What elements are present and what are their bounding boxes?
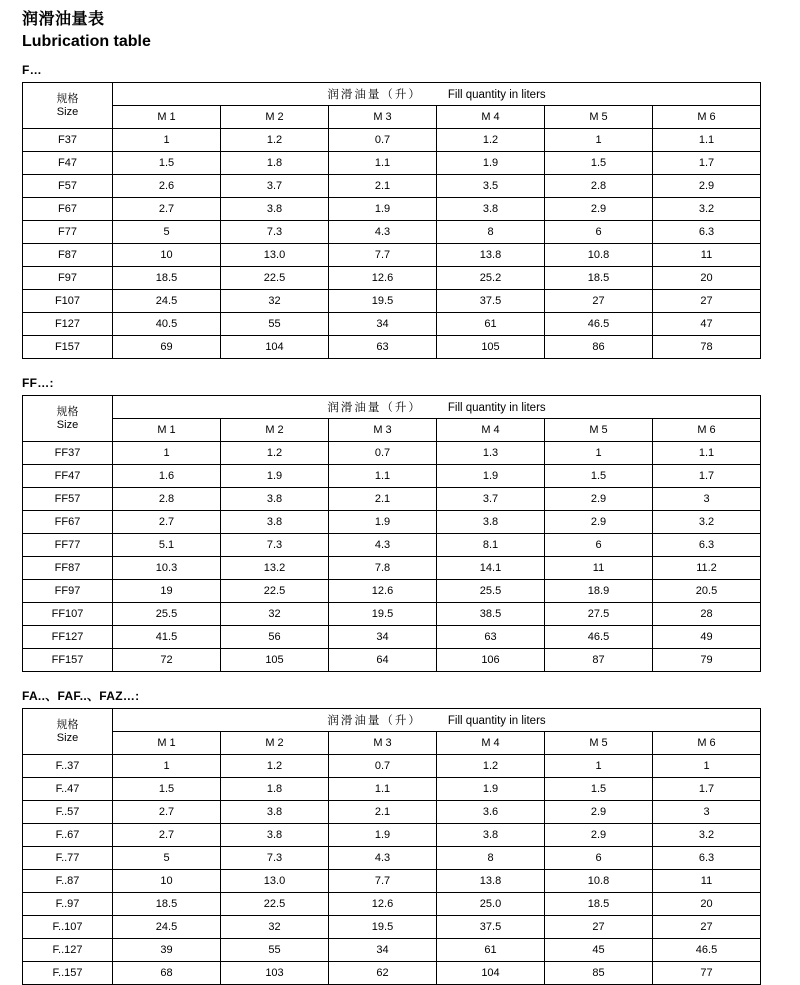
cell-fill-quantity: 69 [113,336,221,359]
column-header-fill-quantity [113,83,761,106]
cell-fill-quantity: 12.6 [329,267,437,290]
cell-fill-quantity: 106 [437,649,545,672]
fill-quantity-label-chinese: 润滑油量（升） [327,715,422,727]
cell-fill-quantity: 87 [545,649,653,672]
cell-fill-quantity: 7.3 [221,847,329,870]
cell-fill-quantity: 61 [437,313,545,336]
cell-fill-quantity: 6.3 [653,221,761,244]
cell-fill-quantity: 13.8 [437,244,545,267]
cell-fill-quantity: 1.7 [653,465,761,488]
table-row [23,152,761,175]
cell-size: F..157 [23,962,113,985]
cell-fill-quantity: 25.2 [437,267,545,290]
cell-size: F..47 [23,778,113,801]
section-label: FA..、FAF..、FAZ…: [22,689,140,703]
cell-fill-quantity: 13.2 [221,557,329,580]
table-subheader-row [23,419,761,442]
column-header-mounting-position: M 4 [437,106,545,129]
cell-fill-quantity: 1.6 [113,465,221,488]
table-row [23,847,761,870]
table-header-row [23,83,761,106]
cell-fill-quantity: 1.9 [437,152,545,175]
cell-fill-quantity: 1.5 [545,152,653,175]
cell-fill-quantity: 4.3 [329,221,437,244]
table-row [23,870,761,893]
cell-fill-quantity: 0.7 [329,442,437,465]
table-row [23,801,761,824]
cell-fill-quantity: 27.5 [545,603,653,626]
cell-fill-quantity: 13.0 [221,870,329,893]
sections-container [22,62,780,985]
cell-fill-quantity: 1.7 [653,152,761,175]
cell-fill-quantity: 79 [653,649,761,672]
cell-fill-quantity: 86 [545,336,653,359]
section-label: F… [22,63,42,77]
table-row [23,465,761,488]
table-subheader-row [23,106,761,129]
cell-fill-quantity: 46.5 [653,939,761,962]
cell-fill-quantity: 10.8 [545,870,653,893]
table-row [23,336,761,359]
cell-fill-quantity: 19.5 [329,916,437,939]
cell-fill-quantity: 55 [221,313,329,336]
cell-size: F..37 [23,755,113,778]
cell-fill-quantity: 2.7 [113,198,221,221]
cell-fill-quantity: 20.5 [653,580,761,603]
cell-fill-quantity: 19 [113,580,221,603]
cell-fill-quantity: 1.1 [329,152,437,175]
column-header-mounting-position: M 6 [653,419,761,442]
table-row [23,488,761,511]
cell-fill-quantity: 10 [113,244,221,267]
cell-fill-quantity: 1 [545,755,653,778]
fill-quantity-label-english: Fill quantity in liters [447,715,546,727]
column-header-size [23,83,113,129]
cell-fill-quantity: 3.2 [653,824,761,847]
cell-fill-quantity: 3.8 [221,511,329,534]
table-row [23,755,761,778]
column-header-mounting-position: M 4 [437,732,545,755]
cell-fill-quantity: 1.2 [221,129,329,152]
cell-fill-quantity: 6 [545,847,653,870]
cell-fill-quantity: 1.9 [329,511,437,534]
cell-size: F47 [23,152,113,175]
cell-fill-quantity: 32 [221,603,329,626]
cell-fill-quantity: 2.9 [545,511,653,534]
table-row [23,824,761,847]
cell-fill-quantity: 104 [437,962,545,985]
cell-fill-quantity: 2.9 [653,175,761,198]
cell-fill-quantity: 68 [113,962,221,985]
cell-fill-quantity: 39 [113,939,221,962]
cell-fill-quantity: 63 [329,336,437,359]
section-label: FF…: [22,376,54,390]
cell-fill-quantity: 1.8 [221,152,329,175]
cell-fill-quantity: 7.8 [329,557,437,580]
table-row [23,557,761,580]
column-header-mounting-position: M 3 [329,732,437,755]
table-row [23,244,761,267]
cell-fill-quantity: 1.1 [329,465,437,488]
cell-fill-quantity: 14.1 [437,557,545,580]
cell-fill-quantity: 1 [113,755,221,778]
cell-size: FF67 [23,511,113,534]
cell-fill-quantity: 38.5 [437,603,545,626]
table-row [23,175,761,198]
cell-size: FF87 [23,557,113,580]
fill-quantity-label-chinese: 润滑油量（升） [327,89,422,101]
cell-fill-quantity: 32 [221,290,329,313]
cell-fill-quantity: 77 [653,962,761,985]
cell-fill-quantity: 32 [221,916,329,939]
table-row [23,290,761,313]
table-row [23,603,761,626]
cell-fill-quantity: 62 [329,962,437,985]
cell-fill-quantity: 8 [437,221,545,244]
cell-fill-quantity: 1.1 [329,778,437,801]
column-header-mounting-position: M 1 [113,732,221,755]
cell-size: F57 [23,175,113,198]
cell-size: F37 [23,129,113,152]
cell-fill-quantity: 47 [653,313,761,336]
cell-size: FF47 [23,465,113,488]
cell-fill-quantity: 1.8 [221,778,329,801]
cell-fill-quantity: 1.5 [113,778,221,801]
cell-fill-quantity: 64 [329,649,437,672]
cell-fill-quantity: 6 [545,534,653,557]
column-header-size-chinese: 规格 [56,92,79,105]
column-header-mounting-position: M 5 [545,732,653,755]
column-header-size-english: Size [56,418,79,431]
table-header-row [23,709,761,732]
cell-fill-quantity: 78 [653,336,761,359]
cell-size: FF97 [23,580,113,603]
table-row [23,626,761,649]
cell-fill-quantity: 13.0 [221,244,329,267]
column-header-mounting-position: M 4 [437,419,545,442]
cell-fill-quantity: 10.3 [113,557,221,580]
cell-fill-quantity: 28 [653,603,761,626]
cell-fill-quantity: 13.8 [437,870,545,893]
cell-size: FF157 [23,649,113,672]
cell-size: F..77 [23,847,113,870]
column-header-mounting-position: M 2 [221,732,329,755]
column-header-size-chinese: 规格 [56,718,79,731]
cell-fill-quantity: 45 [545,939,653,962]
cell-size: F157 [23,336,113,359]
table-row [23,939,761,962]
cell-fill-quantity: 0.7 [329,129,437,152]
cell-fill-quantity: 11 [545,557,653,580]
cell-fill-quantity: 63 [437,626,545,649]
cell-fill-quantity: 22.5 [221,893,329,916]
cell-fill-quantity: 40.5 [113,313,221,336]
table-row [23,221,761,244]
cell-fill-quantity: 1.9 [437,465,545,488]
cell-fill-quantity: 6.3 [653,847,761,870]
cell-fill-quantity: 7.7 [329,244,437,267]
cell-fill-quantity: 1.2 [221,755,329,778]
cell-fill-quantity: 27 [545,916,653,939]
cell-size: F67 [23,198,113,221]
cell-fill-quantity: 5 [113,221,221,244]
cell-size: F87 [23,244,113,267]
cell-size: FF77 [23,534,113,557]
cell-fill-quantity: 8 [437,847,545,870]
cell-fill-quantity: 1.9 [437,778,545,801]
cell-fill-quantity: 1.9 [329,198,437,221]
column-header-mounting-position: M 3 [329,106,437,129]
cell-fill-quantity: 5 [113,847,221,870]
cell-fill-quantity: 104 [221,336,329,359]
cell-fill-quantity: 25.0 [437,893,545,916]
table-row [23,534,761,557]
cell-fill-quantity: 1.2 [437,129,545,152]
cell-fill-quantity: 24.5 [113,916,221,939]
cell-fill-quantity: 12.6 [329,580,437,603]
cell-fill-quantity: 5.1 [113,534,221,557]
cell-size: F..127 [23,939,113,962]
cell-fill-quantity: 4.3 [329,847,437,870]
column-header-mounting-position: M 6 [653,732,761,755]
cell-fill-quantity: 1.2 [437,755,545,778]
lubrication-quantity-table [22,395,761,672]
table-row [23,198,761,221]
cell-fill-quantity: 6 [545,221,653,244]
cell-fill-quantity: 46.5 [545,626,653,649]
cell-fill-quantity: 37.5 [437,290,545,313]
column-header-mounting-position: M 2 [221,106,329,129]
column-header-mounting-position: M 1 [113,419,221,442]
column-header-mounting-position: M 1 [113,106,221,129]
cell-fill-quantity: 55 [221,939,329,962]
cell-fill-quantity: 1.7 [653,778,761,801]
cell-fill-quantity: 1.1 [653,442,761,465]
column-header-mounting-position: M 2 [221,419,329,442]
cell-size: FF127 [23,626,113,649]
cell-fill-quantity: 46.5 [545,313,653,336]
cell-size: FF107 [23,603,113,626]
cell-fill-quantity: 1.5 [545,465,653,488]
cell-fill-quantity: 1.3 [437,442,545,465]
cell-fill-quantity: 2.7 [113,824,221,847]
cell-size: F..107 [23,916,113,939]
cell-fill-quantity: 72 [113,649,221,672]
lubrication-section [22,62,780,359]
cell-fill-quantity: 3.8 [221,824,329,847]
cell-fill-quantity: 18.5 [545,893,653,916]
cell-fill-quantity: 10 [113,870,221,893]
cell-fill-quantity: 49 [653,626,761,649]
cell-fill-quantity: 18.5 [113,893,221,916]
cell-fill-quantity: 2.7 [113,511,221,534]
table-row [23,129,761,152]
table-row [23,313,761,336]
cell-fill-quantity: 37.5 [437,916,545,939]
cell-fill-quantity: 22.5 [221,580,329,603]
fill-quantity-label-chinese: 润滑油量（升） [327,402,422,414]
cell-fill-quantity: 41.5 [113,626,221,649]
cell-fill-quantity: 2.9 [545,824,653,847]
cell-fill-quantity: 1.5 [545,778,653,801]
lubrication-quantity-table [22,708,761,985]
cell-fill-quantity: 1.2 [221,442,329,465]
cell-fill-quantity: 3.8 [437,824,545,847]
cell-fill-quantity: 3.7 [221,175,329,198]
column-header-mounting-position: M 5 [545,106,653,129]
cell-fill-quantity: 25.5 [437,580,545,603]
cell-fill-quantity: 7.3 [221,221,329,244]
cell-fill-quantity: 3 [653,488,761,511]
cell-fill-quantity: 1 [545,129,653,152]
column-header-fill-quantity [113,709,761,732]
cell-fill-quantity: 3.8 [221,801,329,824]
column-header-mounting-position: M 3 [329,419,437,442]
cell-fill-quantity: 3.8 [437,511,545,534]
cell-fill-quantity: 3.2 [653,198,761,221]
table-subheader-row [23,732,761,755]
table-row [23,778,761,801]
cell-fill-quantity: 61 [437,939,545,962]
cell-size: FF57 [23,488,113,511]
cell-fill-quantity: 25.5 [113,603,221,626]
cell-fill-quantity: 1 [653,755,761,778]
cell-fill-quantity: 7.3 [221,534,329,557]
cell-fill-quantity: 105 [437,336,545,359]
cell-fill-quantity: 56 [221,626,329,649]
cell-fill-quantity: 2.9 [545,198,653,221]
cell-fill-quantity: 6.3 [653,534,761,557]
cell-fill-quantity: 85 [545,962,653,985]
cell-fill-quantity: 2.1 [329,488,437,511]
table-row [23,649,761,672]
cell-fill-quantity: 105 [221,649,329,672]
cell-fill-quantity: 2.8 [545,175,653,198]
fill-quantity-label-english: Fill quantity in liters [447,402,546,414]
cell-fill-quantity: 3.6 [437,801,545,824]
cell-fill-quantity: 24.5 [113,290,221,313]
cell-fill-quantity: 1 [545,442,653,465]
cell-fill-quantity: 3.5 [437,175,545,198]
cell-fill-quantity: 3.8 [221,488,329,511]
table-row [23,267,761,290]
cell-fill-quantity: 18.5 [545,267,653,290]
cell-fill-quantity: 2.9 [545,801,653,824]
cell-fill-quantity: 34 [329,313,437,336]
page-title-chinese: 润滑油量表 [22,11,105,28]
column-header-fill-quantity [113,396,761,419]
cell-fill-quantity: 19.5 [329,290,437,313]
cell-fill-quantity: 2.8 [113,488,221,511]
cell-size: F..87 [23,870,113,893]
column-header-size [23,709,113,755]
cell-fill-quantity: 34 [329,939,437,962]
cell-fill-quantity: 3.7 [437,488,545,511]
lubrication-section [22,375,780,672]
cell-fill-quantity: 1.5 [113,152,221,175]
cell-fill-quantity: 12.6 [329,893,437,916]
column-header-size-english: Size [56,105,79,118]
cell-fill-quantity: 1.9 [221,465,329,488]
cell-fill-quantity: 3.8 [221,198,329,221]
cell-fill-quantity: 2.7 [113,801,221,824]
cell-fill-quantity: 3.2 [653,511,761,534]
cell-size: FF37 [23,442,113,465]
cell-fill-quantity: 2.1 [329,801,437,824]
cell-fill-quantity: 22.5 [221,267,329,290]
table-row [23,962,761,985]
fill-quantity-label-english: Fill quantity in liters [447,89,546,101]
cell-fill-quantity: 103 [221,962,329,985]
table-row [23,893,761,916]
cell-fill-quantity: 2.9 [545,488,653,511]
table-row [23,580,761,603]
cell-fill-quantity: 34 [329,626,437,649]
cell-fill-quantity: 1.9 [329,824,437,847]
cell-size: F..57 [23,801,113,824]
cell-fill-quantity: 11 [653,870,761,893]
column-header-mounting-position: M 6 [653,106,761,129]
cell-fill-quantity: 3 [653,801,761,824]
column-header-size [23,396,113,442]
cell-fill-quantity: 20 [653,267,761,290]
cell-fill-quantity: 27 [653,916,761,939]
cell-fill-quantity: 3.8 [437,198,545,221]
cell-fill-quantity: 1 [113,442,221,465]
cell-size: F77 [23,221,113,244]
cell-size: F127 [23,313,113,336]
lubrication-section [22,688,780,985]
cell-fill-quantity: 11 [653,244,761,267]
table-row [23,511,761,534]
cell-size: F..67 [23,824,113,847]
cell-fill-quantity: 18.5 [113,267,221,290]
column-header-mounting-position: M 5 [545,419,653,442]
cell-fill-quantity: 2.1 [329,175,437,198]
cell-size: F107 [23,290,113,313]
cell-fill-quantity: 10.8 [545,244,653,267]
column-header-size-chinese: 规格 [56,405,79,418]
cell-size: F..97 [23,893,113,916]
cell-fill-quantity: 0.7 [329,755,437,778]
table-header-row [23,396,761,419]
cell-fill-quantity: 27 [653,290,761,313]
cell-fill-quantity: 8.1 [437,534,545,557]
cell-fill-quantity: 18.9 [545,580,653,603]
cell-fill-quantity: 1 [113,129,221,152]
cell-fill-quantity: 27 [545,290,653,313]
cell-fill-quantity: 19.5 [329,603,437,626]
cell-fill-quantity: 20 [653,893,761,916]
page-title-english: Lubrication table [22,33,151,50]
table-row [23,442,761,465]
cell-size: F97 [23,267,113,290]
cell-fill-quantity: 4.3 [329,534,437,557]
cell-fill-quantity: 2.6 [113,175,221,198]
cell-fill-quantity: 1.1 [653,129,761,152]
column-header-size-english: Size [56,731,79,744]
cell-fill-quantity: 7.7 [329,870,437,893]
cell-fill-quantity: 11.2 [653,557,761,580]
lubrication-quantity-table [22,82,761,359]
table-row [23,916,761,939]
